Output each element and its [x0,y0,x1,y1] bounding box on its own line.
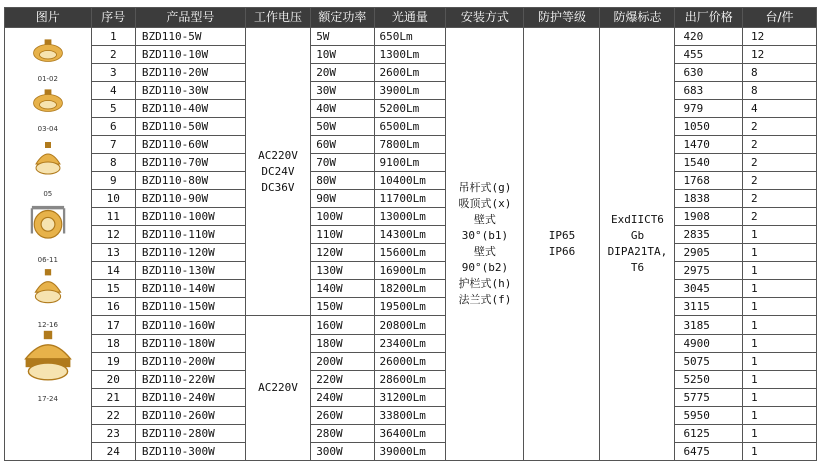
qty-cell: 1 [743,280,817,298]
row-number: 9 [91,172,135,190]
lumen-cell: 13000Lm [374,208,446,226]
qty-cell: 2 [743,118,817,136]
row-number: 18 [91,335,135,353]
lumen-cell: 9100Lm [374,154,446,172]
table-row [5,136,817,154]
lumen-cell: 10400Lm [374,172,446,190]
qty-cell: 8 [743,82,817,100]
model-cell: BZD110-110W [135,226,245,244]
col-header-power: 额定功率 [311,8,374,28]
voltage-cell-group-1 [245,28,310,316]
model-cell: BZD110-70W [135,154,245,172]
price-cell: 5075 [675,353,743,371]
model-cell: BZD110-120W [135,244,245,262]
image-caption: 05 [43,190,53,198]
col-header-voltage: 工作电压 [245,8,310,28]
price-cell: 420 [675,28,743,46]
lumen-cell: 23400Lm [374,335,446,353]
price-cell: 3115 [675,298,743,316]
model-cell: BZD110-150W [135,298,245,316]
price-cell: 1540 [675,154,743,172]
table-row [5,371,817,389]
power-cell: 130W [311,262,374,280]
mounting-option: 30°(b1) [461,229,509,242]
model-cell: BZD110-300W [135,443,245,461]
price-cell: 455 [675,46,743,64]
col-header-mounting: 安装方式 [446,8,524,28]
image-caption: 03-04 [37,125,58,133]
row-number: 1 [91,28,135,46]
qty-cell: 1 [743,443,817,461]
price-cell: 2905 [675,244,743,262]
price-cell: 1470 [675,136,743,154]
power-cell: 280W [311,425,374,443]
explosion-mark-line: T6 [630,261,645,274]
model-cell: BZD110-260W [135,407,245,425]
table-row [5,226,817,244]
voltage-line: DC36V [261,180,295,194]
power-cell: 150W [311,298,374,316]
qty-cell: 1 [743,335,817,353]
power-cell: 120W [311,244,374,262]
row-number: 22 [91,407,135,425]
price-cell: 979 [675,100,743,118]
lumen-cell: 19500Lm [374,298,446,316]
lumen-cell: 7800Lm [374,136,446,154]
qty-cell: 1 [743,316,817,335]
col-header-image: 图片 [5,8,92,28]
model-cell: BZD110-50W [135,118,245,136]
power-cell: 240W [311,389,374,407]
lumen-cell: 5200Lm [374,100,446,118]
voltage-cell-group-2: AC220V [245,316,310,461]
model-cell: BZD110-10W [135,46,245,64]
price-cell: 4900 [675,335,743,353]
power-cell: 10W [311,46,374,64]
model-cell: BZD110-5W [135,28,245,46]
row-number: 10 [91,190,135,208]
lumen-cell: 20800Lm [374,316,446,335]
explosion-mark-line: Gb [630,229,645,242]
table-row [5,208,817,226]
power-cell: 50W [311,118,374,136]
lamp-product-image [28,136,68,189]
model-cell: BZD110-130W [135,262,245,280]
price-cell: 630 [675,64,743,82]
lumen-cell: 650Lm [374,28,446,46]
model-cell: BZD110-160W [135,316,245,335]
price-cell: 3185 [675,316,743,335]
qty-cell: 1 [743,226,817,244]
qty-cell: 4 [743,100,817,118]
image-caption: 01-02 [37,75,58,83]
lamp-product-image [28,86,68,125]
model-cell: BZD110-200W [135,353,245,371]
price-cell: 1050 [675,118,743,136]
table-row [5,262,817,280]
lumen-cell: 39000Lm [374,443,446,461]
row-number: 21 [91,389,135,407]
row-number: 2 [91,46,135,64]
table-row [5,316,817,335]
model-cell: BZD110-60W [135,136,245,154]
row-number: 15 [91,280,135,298]
qty-cell: 2 [743,190,817,208]
table-row [5,389,817,407]
row-number: 6 [91,118,135,136]
mounting-option: 法兰式(f) [458,293,512,306]
lumen-cell: 15600Lm [374,244,446,262]
table-row [5,353,817,371]
price-cell: 1908 [675,208,743,226]
power-cell: 60W [311,136,374,154]
header-row [5,8,817,28]
product-images-cell [5,28,92,461]
qty-cell: 1 [743,407,817,425]
price-cell: 1768 [675,172,743,190]
price-cell: 2975 [675,262,743,280]
power-cell: 220W [311,371,374,389]
model-cell: BZD110-220W [135,371,245,389]
table-row [5,118,817,136]
lumen-cell: 31200Lm [374,389,446,407]
price-cell: 5775 [675,389,743,407]
image-caption: 12-16 [37,321,58,329]
table-row [5,190,817,208]
power-cell: 20W [311,64,374,82]
col-header-price: 出厂价格 [675,8,743,28]
qty-cell: 12 [743,28,817,46]
power-cell: 260W [311,407,374,425]
lumen-cell: 2600Lm [374,64,446,82]
row-number: 7 [91,136,135,154]
row-number: 13 [91,244,135,262]
row-number: 19 [91,353,135,371]
protection-cell [524,28,600,461]
price-cell: 1838 [675,190,743,208]
power-cell: 300W [311,443,374,461]
qty-cell: 2 [743,136,817,154]
col-header-protection: 防护等级 [524,8,600,28]
power-cell: 160W [311,316,374,335]
lamp-product-image [20,326,76,391]
col-header-model: 产品型号 [135,8,245,28]
table-row [5,28,817,46]
model-cell: BZD110-100W [135,208,245,226]
price-cell: 683 [675,82,743,100]
mounting-cell [446,28,524,461]
row-number: 4 [91,82,135,100]
table-row [5,425,817,443]
image-caption: 17-24 [37,395,58,403]
col-header-lumen: 光通量 [374,8,446,28]
row-number: 5 [91,100,135,118]
protection-rating: IP65 [548,229,576,242]
price-table-sheet [4,7,817,461]
table-row [5,244,817,262]
price-cell: 6475 [675,443,743,461]
mounting-option: 90°(b2) [461,261,509,274]
row-number: 11 [91,208,135,226]
power-cell: 80W [311,172,374,190]
mounting-option: 吸顶式(x) [458,197,512,210]
mounting-option: 壁式 [473,245,496,258]
qty-cell: 1 [743,262,817,280]
power-cell: 40W [311,100,374,118]
lumen-cell: 14300Lm [374,226,446,244]
model-cell: BZD110-140W [135,280,245,298]
qty-cell: 2 [743,172,817,190]
row-number: 8 [91,154,135,172]
lumen-cell: 26000Lm [374,353,446,371]
voltage-line: DC24V [261,164,295,178]
col-header-no: 序号 [91,8,135,28]
lumen-cell: 11700Lm [374,190,446,208]
model-cell: BZD110-240W [135,389,245,407]
qty-cell: 2 [743,154,817,172]
mounting-option: 壁式 [473,213,496,226]
power-cell: 90W [311,190,374,208]
table-row [5,172,817,190]
protection-rating: IP66 [548,245,576,258]
table-row [5,280,817,298]
price-cell: 2835 [675,226,743,244]
col-header-qty: 台/件 [743,8,817,28]
qty-cell: 8 [743,64,817,82]
table-row [5,64,817,82]
model-cell: BZD110-20W [135,64,245,82]
power-cell: 200W [311,353,374,371]
col-header-explosion: 防爆标志 [600,8,675,28]
model-cell: BZD110-80W [135,172,245,190]
qty-cell: 2 [743,208,817,226]
lamp-product-image [29,36,67,75]
explosion-mark-cell [600,28,675,461]
price-cell: 5950 [675,407,743,425]
lumen-cell: 28600Lm [374,371,446,389]
mounting-option: 护栏式(h) [458,277,512,290]
lumen-cell: 6500Lm [374,118,446,136]
price-cell: 6125 [675,425,743,443]
price-cell: 5250 [675,371,743,389]
power-cell: 70W [311,154,374,172]
table-row [5,407,817,425]
model-cell: BZD110-180W [135,335,245,353]
power-cell: 140W [311,280,374,298]
qty-cell: 1 [743,389,817,407]
image-caption: 06-11 [37,256,58,264]
qty-cell: 1 [743,244,817,262]
power-cell: 5W [311,28,374,46]
lamp-product-image [25,198,71,251]
explosion-mark-line: DIPA21TA, [607,245,668,258]
lumen-cell: 1300Lm [374,46,446,64]
row-number: 17 [91,316,135,335]
table-row [5,46,817,64]
qty-cell: 1 [743,298,817,316]
row-number: 20 [91,371,135,389]
lumen-cell: 36400Lm [374,425,446,443]
qty-cell: 1 [743,353,817,371]
explosion-mark-line: ExdIICT6 [610,213,664,226]
table-row [5,154,817,172]
model-cell: BZD110-90W [135,190,245,208]
row-number: 14 [91,262,135,280]
model-cell: BZD110-30W [135,82,245,100]
row-number: 24 [91,443,135,461]
table-row [5,82,817,100]
qty-cell: 12 [743,46,817,64]
lumen-cell: 18200Lm [374,280,446,298]
row-number: 23 [91,425,135,443]
qty-cell: 1 [743,371,817,389]
price-cell: 3045 [675,280,743,298]
row-number: 16 [91,298,135,316]
table-row [5,298,817,316]
lumen-cell: 33800Lm [374,407,446,425]
voltage-line: AC220V [258,148,298,162]
qty-cell: 1 [743,425,817,443]
lumen-cell: 3900Lm [374,82,446,100]
model-cell: BZD110-280W [135,425,245,443]
mounting-option: 吊杆式(g) [458,181,512,194]
power-cell: 180W [311,335,374,353]
lumen-cell: 16900Lm [374,262,446,280]
product-price-table [4,7,817,461]
table-row [5,443,817,461]
lamp-product-image [27,266,69,315]
power-cell: 100W [311,208,374,226]
table-row [5,100,817,118]
row-number: 12 [91,226,135,244]
power-cell: 110W [311,226,374,244]
row-number: 3 [91,64,135,82]
power-cell: 30W [311,82,374,100]
model-cell: BZD110-40W [135,100,245,118]
table-row [5,335,817,353]
